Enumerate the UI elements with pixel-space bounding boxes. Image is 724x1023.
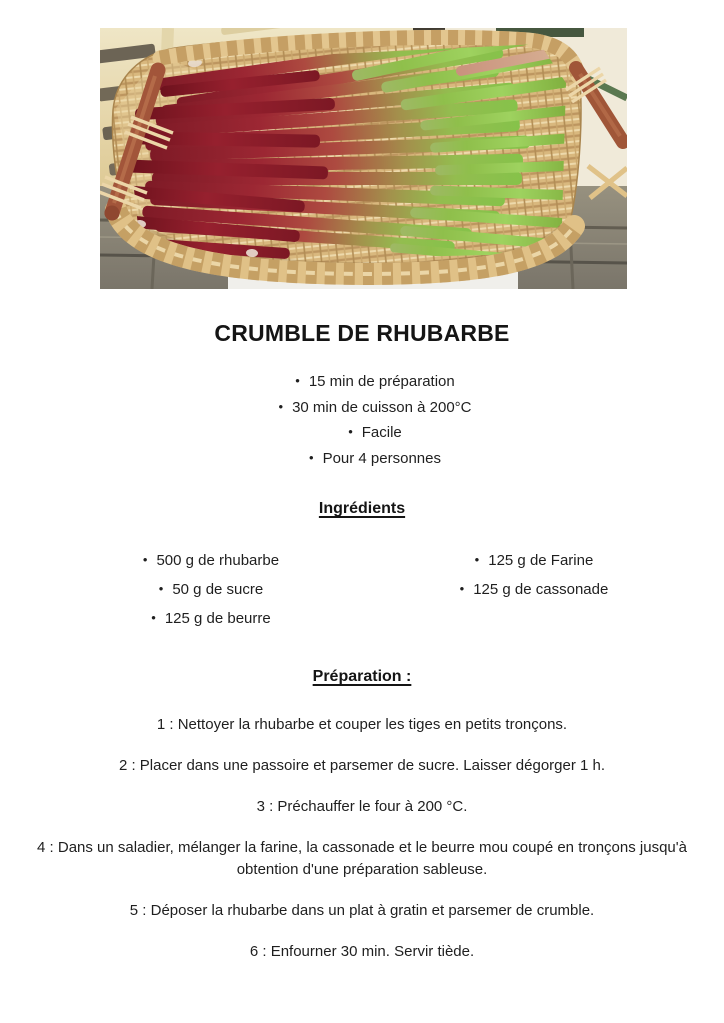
- meta-text: Facile: [361, 424, 402, 441]
- preparation-steps: [37, 714, 687, 982]
- recipe-title: CRUMBLE DE RHUBARBE: [214, 320, 510, 346]
- ingredient-item: [99, 575, 323, 604]
- preparation-heading: Préparation :: [312, 668, 412, 685]
- ingredients-right-column: [422, 546, 646, 604]
- ingredients-heading: Ingrédients: [318, 500, 406, 517]
- meta-text: 15 min de préparation: [308, 373, 455, 390]
- bullet-icon: •: [142, 552, 148, 567]
- meta-item-prep-time: [13, 369, 724, 395]
- bullet-icon: •: [295, 373, 300, 388]
- step-1: 1 : Nettoyer la rhubarbe et couper les tiges en petits tronçons.: [156, 716, 568, 733]
- bullet-icon: •: [158, 581, 164, 596]
- bullet-icon: •: [151, 610, 156, 625]
- meta-item-difficulty: [13, 420, 724, 446]
- meta-item-servings: [13, 446, 724, 472]
- bullet-icon: •: [348, 424, 353, 439]
- bullet-icon: •: [278, 398, 284, 414]
- meta-text: Pour 4 personnes: [322, 449, 441, 467]
- meta-text: 30 min de cuisson à 200°C: [292, 398, 472, 416]
- recipe-meta-list: [13, 369, 724, 471]
- step-6: 6 : Enfourner 30 min. Servir tiède.: [249, 943, 475, 960]
- ingredient-item: [422, 546, 646, 575]
- step-5: 5 : Déposer la rhubarbe dans un plat à gratin et parsemer de crumble.: [129, 902, 595, 919]
- ingredient-text: 50 g de sucre: [172, 581, 264, 598]
- step-3: 3 : Préchauffer le four à 200 °C.: [256, 798, 468, 815]
- ingredient-item: [422, 575, 646, 604]
- ingredient-text: 125 g de Farine: [488, 552, 594, 569]
- ingredient-item: [99, 604, 323, 633]
- bullet-icon: •: [474, 552, 480, 567]
- ingredient-text: 500 g de rhubarbe: [156, 552, 280, 569]
- step-4: 4 : Dans un saladier, mélanger la farine, la cassonade et le beurre mou coupé en tronçons jusqu'à obtention d'une préparation sableuse.: [37, 839, 687, 878]
- bullet-icon: •: [459, 581, 465, 596]
- ingredient-text: 125 g de cassonade: [473, 581, 609, 598]
- recipe-photo: [100, 28, 627, 289]
- ingredient-item: [99, 546, 323, 575]
- bullet-icon: •: [309, 449, 314, 465]
- step-2: 2 : Placer dans une passoire et parsemer de sucre. Laisser dégorger 1 h.: [118, 757, 606, 774]
- ingredient-text: 125 g de beurre: [164, 610, 271, 627]
- meta-item-cook-time: [13, 395, 724, 421]
- rhubarb-basket-illustration: [100, 28, 627, 289]
- ingredients-left-column: [99, 546, 323, 633]
